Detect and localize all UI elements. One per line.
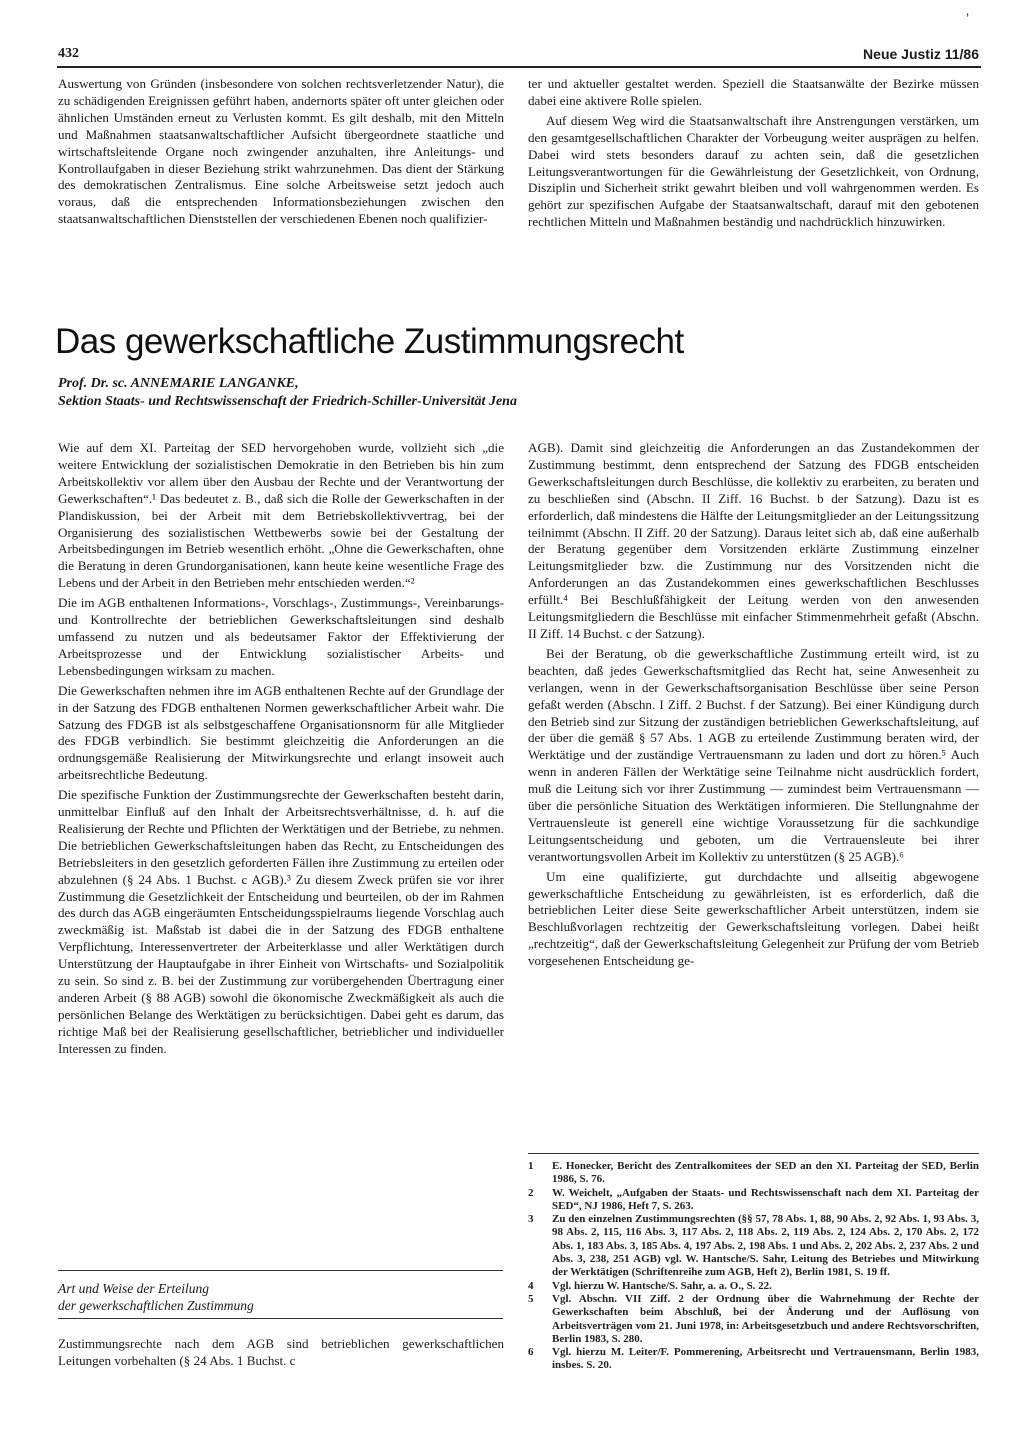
article-column-right (528, 440, 979, 970)
footnote-number: 1 (528, 1160, 534, 1172)
footnote-number: 6 (528, 1346, 534, 1359)
section-subheading (58, 1280, 254, 1314)
footnote-text: W. Weichelt, „Aufgaben der Staats- und Rechtswissenschaft nach dem XI. Parteitag der SED“, NJ 1986, Heft 7, S. 263. (552, 1186, 979, 1212)
paragraph: Auf diesem Weg wird die Staatsanwaltschaft ihre Anstrengungen verstärken, um den gesamtgesellschaftlichen Charakter der Vorbeugung weiter ausprägen zu helfen. Dabei wird stets besonders darauf zu achten sein, daß die gesetzlichen Leitungsverantwortungen für die Gewährleistung der Gesetzlichkeit, von Ordnung, Disziplin und Sicherheit strikt gewahrt bleiben und voll wahrgenommen werden. Es gehört zur spezifischen Aufgabe der Staatsanwaltschaft, darauf mit den gebotenen rechtlichen Mitteln und Maßnahmen beständig und nachdrücklich hinzuwirken. (528, 112, 979, 230)
footnote (528, 1160, 979, 1187)
article-column-left-continued (58, 1336, 504, 1370)
article-title: Das gewerkschaftliche Zustimmungsrecht (55, 322, 684, 361)
footnote (528, 1280, 979, 1293)
author-block (58, 375, 517, 411)
subheading-rule-bottom (58, 1318, 503, 1319)
footnote-number: 3 (528, 1213, 534, 1226)
subheading-line: der gewerkschaftlichen Zustimmung (58, 1298, 254, 1313)
footnote (528, 1346, 979, 1373)
footnote-number: 4 (528, 1279, 534, 1292)
page-number: 432 (58, 46, 79, 61)
footnote (528, 1187, 979, 1214)
paragraph: Bei der Beratung, ob die gewerkschaftliche Zustimmung erteilt wird, ist zu beachten, daß jedes Gewerkschaftsmitglied das Recht hat, seine Anwesenheit zu verlangen, wenn in der Gewerkschaftsorganisation Beschlüsse über seine Person gefaßt werden (Abschn. I Ziff. 2 Buchst. f der Satzung). Bei einer Kündigung durch den Betrieb sind zur Sitzung der zuständigen betrieblichen Gewerkschaftsleitung, auf der über die gemäß § 57 Abs. 1 AGB zu erteilende Zustimmung beraten wird, der Werktätige und der zuständige Vertrauensmann zu laden und dort zu hören.⁵ Auch wenn in anderen Fällen der Werktätige seine Teilnahme nicht ausdrücklich fordert, muß die Leitung sich vor ihrer Zustimmung — zumindest beim Vertrauensmann — über die persönliche Situation des Werktätigen informieren. Die Stellungnahme der Vertrauensleute ist generell eine wichtige Voraussetzung für die sachkundige Leitungsentscheidung und geboten, um die Vertrauensleute bei ihrer verantwortungsvollen Arbeit im Kollektiv zu unterstützen (§ 25 AGB).⁶ (528, 645, 979, 864)
footnote (528, 1293, 979, 1346)
header-rule (57, 66, 981, 68)
author-name: Prof. Dr. sc. ANNEMARIE LANGANKE, (58, 376, 299, 391)
footnote-text: Vgl. Abschn. VII Ziff. 2 der Ordnung über die Wahrnehmung der Rechte der Gewerkschaften beim Abschluß, bei der Änderung und der Auflösung von Arbeitsverträgen vom 21. Juni 1978, in: Arbeitsgesetzbuch und andere Rechtsvorschriften, Berlin 1983, S. 280. (552, 1292, 979, 1345)
footnote-text: Zu den einzelnen Zustimmungsrechten (§§ 57, 78 Abs. 1, 88, 90 Abs. 2, 92 Abs. 1, 93 Abs. 3, 98 Abs. 2, 115, 116 Abs. 3, 117 Abs. 2, 118 Abs. 2, 119 Abs. 2, 124 Abs. 2, 170 Abs. 2, 172 Abs. 1, 183 Abs. 3, 185 Abs. 4, 197 Abs. 2, 198 Abs. 1 und Abs. 2, 202 Abs. 2, 237 Abs. 2 und Abs. 3, 238, 251 AGB) vgl. W. Hantsche/S. Sahr, Leitung des Betriebes und Mitwirkung der Werktätigen (Schriftenreihe zum AGB, Heft 2), Berlin 1981, S. 19 ff. (552, 1213, 979, 1279)
footnote-text: Vgl. hierzu W. Hantsche/S. Sahr, a. a. O., S. 22. (552, 1279, 772, 1292)
paragraph: Um eine qualifizierte, gut durchdachte und allseitig abgewogene gewerkschaftliche Entscheidung zu gewährleisten, ist es erforderlich, daß die betrieblichen Leiter diese Seite gewerkschaftlicher Arbeit unterstützen, indem sie Beschlußvorlagen rechtzeitig der Gewerkschaftsleitung vorlegen. Dabei heißt „rechtzeitig“, daß der Gewerkschaftsleitung Gelegenheit zur Prüfung der vom Betrieb vorgesehenen Entscheidung ge- (528, 868, 979, 969)
corner-mark: ’ (966, 10, 970, 26)
paragraph: AGB). Damit sind gleichzeitig die Anforderungen an das Zustandekommen der Zustimmung bestimmt, denn entsprechend der Satzung des FDGB entscheiden Gewerkschaftsleitungen durch Beschlüsse, die kollektiv zu erarbeiten, zu beraten und zu beschließen sind (Abschn. II Ziff. 16 Buchst. b der Satzung). Dazu ist es erforderlich, daß mindestens die Hälfte der Leitungsmitglieder an der Leitungssitzung teilnimmt (Abschn. II Ziff. 20 der Satzung). Daraus leitet sich ab, daß eine außerhalb der Beratung gegenüber dem Vorsitzenden erklärte Zustimmung einzelner Leitungsmitglieder bzw. die Zustimmung nur des Vorsitzenden nicht die Anforderungen an das Zustandekommen eines gewerkschaftlichen Beschlusses erfüllt.⁴ Bei Beschlußfähigkeit der Leitung werden von den anwesenden Leitungsmitgliedern die Beschlüsse mit einfacher Stimmenmehrheit gefaßt (Abschn. II Ziff. 14 Buchst. c der Satzung). (528, 440, 979, 641)
footnotes (528, 1160, 979, 1373)
paragraph: Die im AGB enthaltenen Informations-, Vorschlags-, Zustimmungs-, Vereinbarungs- und Kontrollrechte der betrieblichen Gewerkschaftsleitungen sind deshalb umfassend zu nutzen und als bedeutsamer Faktor der Effektivierung der Arbeitsprozesse und der Entwicklung sozialistischer Arbeits- und Lebensbedingungen wirksam zu machen. (58, 595, 504, 678)
article-column-left (58, 440, 504, 1058)
paragraph: ter und aktueller gestaltet werden. Speziell die Staatsanwälte der Bezirke müssen dabei eine aktivere Rolle spielen. (528, 76, 979, 108)
paragraph: Zustimmungsrechte nach dem AGB sind betrieblichen gewerkschaftlichen Leitungen vorbehalten (§ 24 Abs. 1 Buchst. c (58, 1336, 504, 1368)
paragraph: Die spezifische Funktion der Zustimmungsrechte der Gewerkschaften besteht darin, unmittelbar Einfluß auf den Inhalt der Arbeitsrechtsverhältnisse, d. h. auf die Realisierung der Rechte und Pflichten der Werktätigen und der Betriebe, zu nehmen. Die betrieblichen Gewerkschaftsleitungen haben das Recht, zu Entscheidungen des Betriebsleiters in den gesetzlich geforderten Fällen ihre Zustimmung zu erteilen oder abzulehnen (§ 24 Abs. 1 Buchst. c AGB).³ Zu diesem Zweck prüfen sie vor ihrer Zustimmung die Gesetzlichkeit der Entscheidung und beurteilen, ob der im Rahmen des durch das AGB eingeräumten Entscheidungsspielraums liegende Vorschlag auch zweckmäßig ist. Maßstab ist dabei die in der Satzung des FDGB enthaltene Verpflichtung, Interessenvertreter der Arbeiterklasse und aller Werktätigen durch Unterstützung der Hauptaufgabe in ihrer Einheit von Wirtschafts- und Sozialpolitik zu sein. So sind z. B. bei der Zustimmung zur vorübergehenden Übertragung einer anderen Arbeit (§ 88 AGB) sowohl die ökonomische Zweckmäßigkeit als auch die persönlichen Belange des Werktätigen zu berücksichtigen. Dabei geht es darum, das richtige Maß bei der Realisierung gesellschaftlicher, betrieblicher und individueller Interessen zu finden. (58, 787, 504, 1056)
footnote (528, 1213, 979, 1279)
footnote-text: Vgl. hierzu M. Leiter/F. Pommerening, Arbeitsrecht und Vertrauensmann, Berlin 1983, insbes. S. 20. (552, 1346, 979, 1372)
continued-text-left (58, 76, 504, 228)
journal-issue: Neue Justiz 11/86 (863, 46, 979, 62)
footnote-number: 5 (528, 1292, 534, 1305)
continued-text-right (528, 76, 979, 231)
paragraph: Die Gewerkschaften nehmen ihre im AGB enthaltenen Rechte auf der Grundlage der in der Satzung des FDGB enthaltenen Normen gewerkschaftlicher Arbeit wahr. Die Satzung des FDGB ist als selbstgeschaffene Organisationsnorm für alle Mitglieder des FDGB verbindlich. Sie bestimmt gleichzeitig die Anforderungen an die ordnungsgemäße Realisierung der Mitwirkungsrechte und erlangt insoweit auch arbeitsrechtliche Bedeutung. (58, 682, 504, 783)
subheading-rule-top (58, 1270, 503, 1271)
paragraph: Auswertung von Gründen (insbesondere von solchen rechtsverletzender Natur), die zu schädigenden Ereignissen geführt haben, andernorts später oft unter gleichen oder ähnlichen Umständen erneut zu Verlusten kommt. Es gilt deshalb, mit den Mitteln und Maßnahmen staatsanwaltschaftlicher Aufsicht übergeordnete staatliche und wirtschaftsleitende Organe noch zwingender anzuhalten, ihre Anleitungs- und Kontrollaufgaben in dieser Beziehung strikt wahrzunehmen. Das dient der Stärkung des demokratischen Zentralismus. Eine solche Arbeitsweise setzt jedoch auch voraus, daß die entsprechenden Informationsbeziehungen zwischen den staatsanwaltschaftlichen Dienststellen der verschiedenen Ebenen noch qualifizier- (58, 76, 504, 227)
footnote-text: E. Honecker, Bericht des Zentralkomitees der SED an den XI. Parteitag der SED, Berlin 1986, S. 76. (552, 1160, 979, 1186)
subheading-line: Art und Weise der Erteilung (58, 1281, 209, 1296)
author-affiliation: Sektion Staats- und Rechtswissenschaft der Friedrich-Schiller-Universität Jena (58, 394, 517, 409)
footnote-number: 2 (528, 1186, 534, 1199)
paragraph: Wie auf dem XI. Parteitag der SED hervorgehoben wurde, vollzieht sich „die weitere Entwicklung der sozialistischen Demokratie in den Betrieben bis hin zum Arbeitskollektiv vor allem über den Ausbau der Rechte und der Verantwortung der Gewerkschaften“.¹ Das bedeutet z. B., daß sich die Rolle der Gewerkschaften in der Plandiskussion, bei der Arbeit mit dem Betriebskollektivvertrag, bei der Organisierung des sozialistischen Wettbewerbs sowie bei der Gestaltung der Arbeitsbedingungen im Betrieb wesentlich erhöht. „Ohne die Gewerkschaften, ohne die Beratung in deren Grundorganisationen, kann heute keine wesentliche Frage des Lebens und der Arbeit in den Betrieben mehr entschieden werden.“² (58, 440, 504, 591)
footnote-rule (528, 1153, 979, 1154)
